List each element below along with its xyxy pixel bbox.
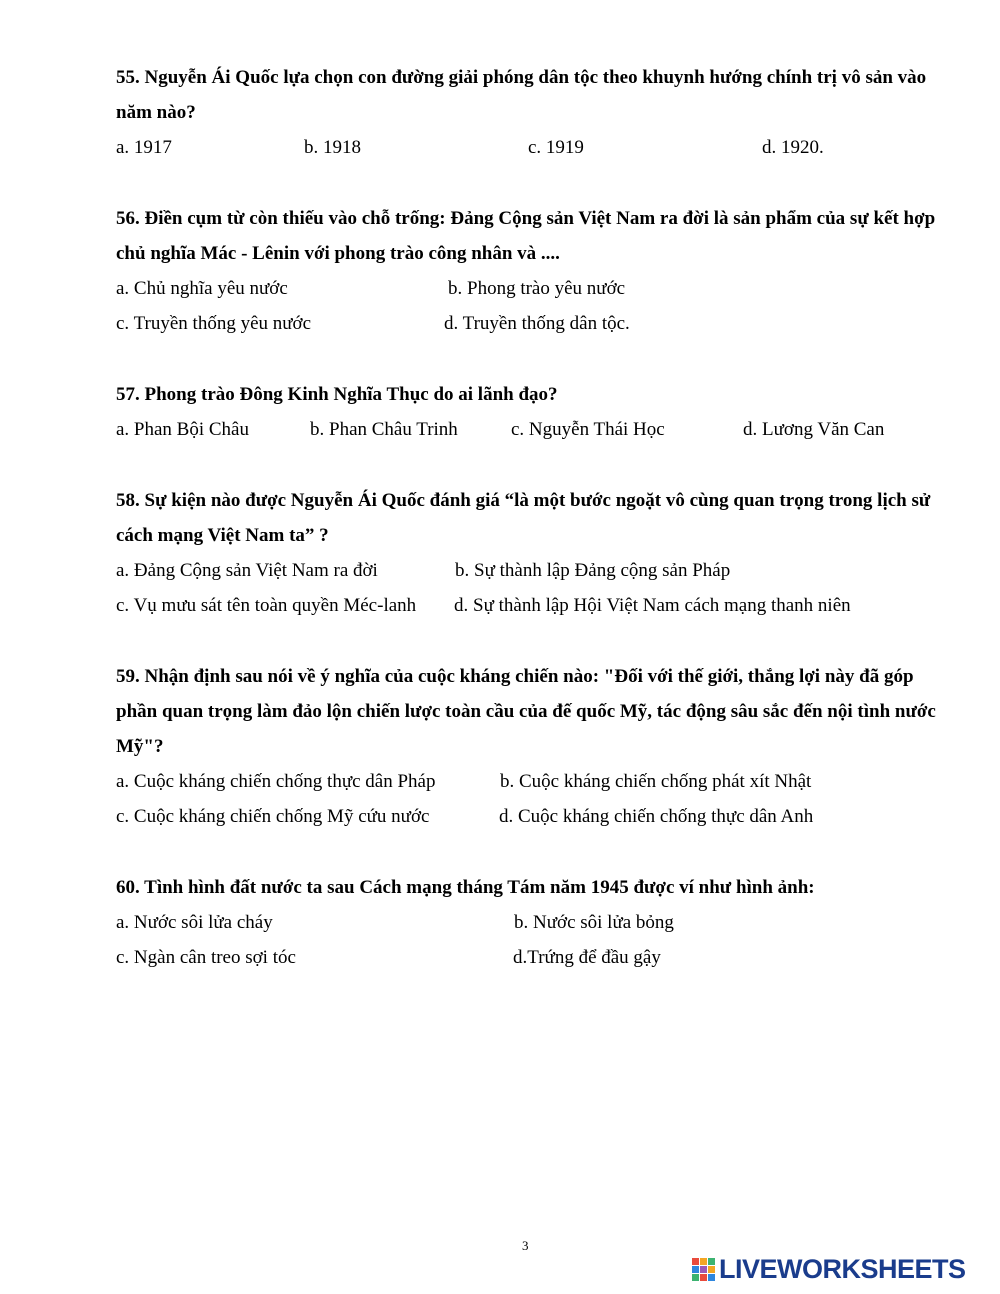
question-text: 55. Nguyễn Ái Quốc lựa chọn con đường giải phóng dân tộc theo khuynh hướng chính trị vô sản vào năm nào?: [116, 67, 927, 123]
question-56: [116, 201, 946, 341]
question-58: [116, 483, 946, 623]
logo-square: [700, 1266, 707, 1273]
options-row: [116, 271, 946, 306]
question-text: 59. Nhận định sau nói về ý nghĩa của cuộc kháng chiến nào: "Đối với thế giới, thắng lợi này đã góp phần quan trọng làm đảo lộn chiến lược toàn cầu của đế quốc Mỹ, tác động sâu sắc đến nội tình nước Mỹ"?: [116, 666, 936, 757]
logo-text: LIVEWORKSHEETS: [719, 1253, 966, 1284]
logo-square: [700, 1274, 707, 1281]
options-row: [116, 799, 946, 834]
question-text: 58. Sự kiện nào được Nguyễn Ái Quốc đánh giá “là một bước ngoặt vô cùng quan trọng trong lịch sử cách mạng Việt Nam ta” ?: [116, 490, 931, 546]
option-d[interactable]: d.Trứng để đầu gậy: [513, 947, 661, 968]
question-text: 57. Phong trào Đông Kinh Nghĩa Thục do ai lãnh đạo?: [116, 384, 558, 405]
logo-square: [692, 1274, 699, 1281]
options-row: [116, 588, 946, 623]
logo-square: [692, 1266, 699, 1273]
option-a[interactable]: a. Cuộc kháng chiến chống thực dân Pháp: [116, 771, 436, 792]
liveworksheets-logo[interactable]: [692, 1252, 966, 1286]
option-b[interactable]: b. 1918: [304, 137, 361, 158]
option-c[interactable]: c. Nguyễn Thái Học: [511, 419, 665, 440]
question-55: [116, 60, 946, 165]
option-d[interactable]: d. Cuộc kháng chiến chống thực dân Anh: [499, 806, 814, 827]
question-59: [116, 659, 946, 834]
options-row: [116, 130, 946, 165]
option-a[interactable]: a. Nước sôi lửa cháy: [116, 912, 273, 933]
logo-square: [692, 1258, 699, 1265]
option-c[interactable]: c. Vụ mưu sát tên toàn quyền Méc-lanh: [116, 595, 417, 616]
liveworksheets-logo-icon: [692, 1258, 715, 1281]
option-c[interactable]: c. Truyền thống yêu nước: [116, 313, 312, 334]
option-a[interactable]: a. 1917: [116, 137, 172, 158]
page-number: 3: [522, 1238, 529, 1253]
option-d[interactable]: d. Truyền thống dân tộc.: [444, 313, 630, 334]
options-row: [116, 553, 946, 588]
logo-square: [708, 1266, 715, 1273]
option-b[interactable]: b. Sự thành lập Đảng cộng sản Pháp: [455, 560, 731, 581]
options-row: [116, 412, 946, 447]
logo-square: [708, 1274, 715, 1281]
option-a[interactable]: a. Đảng Cộng sản Việt Nam ra đời: [116, 560, 378, 581]
option-a[interactable]: a. Phan Bội Châu: [116, 419, 249, 440]
options-row: [116, 764, 946, 799]
option-b[interactable]: b. Phong trào yêu nước: [448, 278, 626, 299]
option-c[interactable]: c. Cuộc kháng chiến chống Mỹ cứu nước: [116, 806, 430, 827]
option-c[interactable]: c. 1919: [528, 137, 584, 158]
option-a[interactable]: a. Chủ nghĩa yêu nước: [116, 278, 288, 299]
option-c[interactable]: c. Ngàn cân treo sợi tóc: [116, 947, 296, 968]
question-text: 56. Điền cụm từ còn thiếu vào chỗ trống: Đảng Cộng sản Việt Nam ra đời là sản phẩm của sự kết hợp chủ nghĩa Mác - Lênin với phong trào công nhân và ....: [116, 208, 936, 264]
logo-square: [700, 1258, 707, 1265]
options-row: [116, 306, 946, 341]
options-row: [116, 905, 946, 940]
option-d[interactable]: d. 1920.: [762, 137, 824, 158]
option-b[interactable]: b. Phan Châu Trinh: [310, 419, 458, 440]
option-b[interactable]: b. Cuộc kháng chiến chống phát xít Nhật: [500, 771, 812, 792]
question-text: 60. Tình hình đất nước ta sau Cách mạng tháng Tám năm 1945 được ví như hình ảnh:: [116, 877, 815, 898]
question-57: [116, 377, 946, 447]
logo-square: [708, 1258, 715, 1265]
options-row: [116, 940, 946, 975]
option-b[interactable]: b. Nước sôi lửa bỏng: [514, 912, 674, 933]
option-d[interactable]: d. Lương Văn Can: [743, 419, 885, 440]
question-60: [116, 870, 946, 975]
option-d[interactable]: d. Sự thành lập Hội Việt Nam cách mạng thanh niên: [454, 595, 851, 616]
